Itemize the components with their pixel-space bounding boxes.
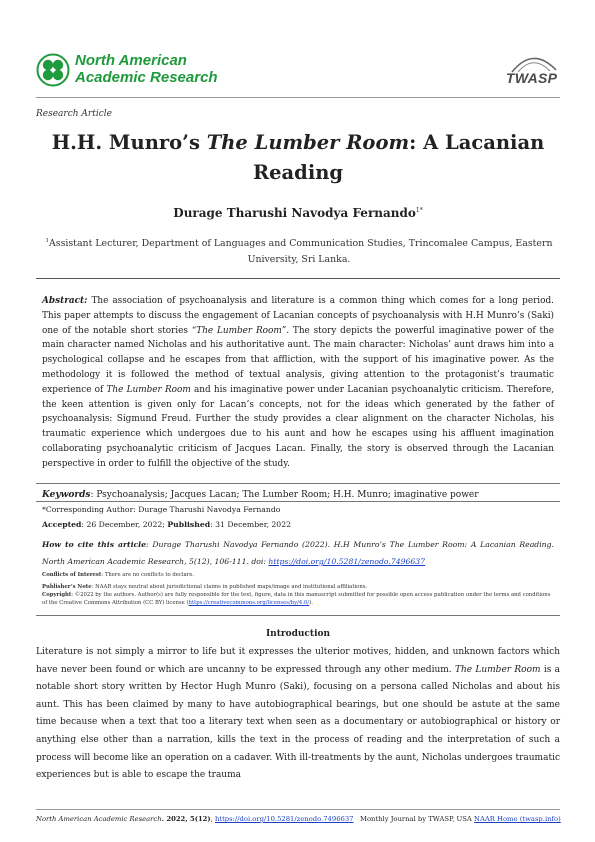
author-text: Durage Tharushi Navodya Fernando [173, 206, 416, 220]
copyright-text: : ©2022 by the authors. Author(s) are fully responsible for the text, figure, data in this manuscript submitted for possible open access publication under the terms and conditions of the Creative Commons Attribution (CC BY) license ( [42, 592, 551, 606]
conflicts [42, 571, 554, 579]
publisher-note-label: Publisher’s Note [42, 584, 92, 590]
conflicts-text: : There are no conflicts to declare. [101, 572, 195, 578]
title-part2: : A Lacanian Reading [252, 131, 545, 184]
journal-name-line2: Academic Research [75, 69, 218, 86]
conflicts-label: Conflicts of Interest [42, 572, 102, 578]
footer-home-link[interactable]: NAAR Home (twasp.info) [474, 815, 561, 823]
corresponding-author: *Corresponding Author: Durage Tharushi Navodya Fernando [42, 505, 281, 514]
footer-volume: . 2022, 5(12) [161, 815, 211, 823]
affiliation-text: Assistant Lecturer, Department of Languages and Communication Studies, Trincomalee Campus, Eastern University, Sri Lanka. [48, 238, 553, 266]
accepted-label: Accepted [42, 520, 82, 529]
divider [36, 278, 560, 279]
introduction-body [36, 644, 560, 785]
footer-publisher: Monthly Journal by TWASP, USA [360, 815, 472, 823]
abstract [42, 294, 554, 472]
abstract-text-3: and his imaginative power under Lacanian psychoanalytic criticism. Therefore, the keen attention is given only for Lacan’s concepts, not for the ideas which generated by the father of psychoanalysis: Sigmund Freud. Further the study provides a clear alignment on the character Nicholas, his traumatic experience which undergoes due to his aunt and how he escapes using his affluent imagination collaborating psychoanalytic criticism of Jacques Lacan. Finally, the story is observed through the Lacanian perspective in order to fulfill the objective of the study. [42, 384, 555, 469]
journal-logo-icon [36, 53, 70, 87]
title-italic: The Lumber Room [206, 131, 410, 154]
journal-name [75, 52, 218, 86]
page-footer: North American Academic Research. 2022, 5(12), https://doi.org/10.5281/zenodo.7496637 Monthly Journal by TWASP, USA NAAR Home (twasp.info) [36, 815, 561, 823]
affiliation-superscript: 1 [45, 238, 49, 244]
author-superscript: 1* [415, 207, 423, 214]
footer-journal: North American Academic Research [36, 815, 162, 823]
keywords [42, 490, 479, 500]
affiliation [40, 233, 558, 268]
cite-doi-link[interactable]: https://doi.org/10.5281/zenodo.7496637 [268, 557, 426, 566]
intro-italic: The Lumber Room [454, 664, 541, 675]
published-date: : 31 December, 2022 [210, 520, 291, 529]
journal-name-line1: North American [75, 52, 187, 69]
license-link[interactable]: https://creativecommons.org/licenses/by/4.0/ [188, 600, 310, 606]
intro-text-2: is a notable short story written by Hector Hugh Munro (Saki), focusing on a persona called Nicholas and about his aunt. This has been claimed by many to have autobiographical bearings, but one should be astute at the same time because when a text that too a literary text when seen as a documentary or autobiographical or history or anything else other than a narration, kills the text in the process of reading and the interpretation of such a process will become like an operation on a cadaver. With ill-treatments by the aunt, Nicholas undergoes traumatic experiences but is able to escape the trauma [36, 664, 560, 781]
footer-divider [36, 809, 560, 810]
twasp-logo-text: TWASP [506, 70, 558, 86]
dates [42, 519, 554, 531]
copyright-end: ). [309, 600, 313, 606]
published-label: Published [167, 520, 211, 529]
abstract-text-2: ”. The story depicts the powerful imaginative power of the main character named Nicholas and his authoritative aunt. The main character: Nicholas’ aunt draws him into a psychological collapse and he escapes from that affliction, with the support of his imaginative power. As the methodology it is followed the method of textual analysis, giving attention to the protagonist’s traumatic experience of [42, 325, 554, 395]
keywords-label: Keywords [42, 490, 91, 500]
publisher-note-text: : NAAR stays neutral about jurisdictional claims in published maps/image and institutional affiliations. [91, 584, 368, 590]
abstract-text-1: The association of psychoanalysis and literature is a common thing which comes for a long period. This paper attempts to discuss the engagement of Lacanian concepts of psychoanalysis with H.H Munro’s (Saki) one of the notable short stories “ [42, 296, 554, 336]
abstract-label: Abstract: [42, 296, 88, 306]
copyright-label: Copyright [42, 592, 72, 598]
intro-text-1: Literature is not simply a mirror to life but it expresses the ulterior motives, hidden, and unknown factors which have never been found or which are uncanny to be expressed through any other medium. [36, 647, 560, 675]
cite-label: How to cite this article [42, 540, 146, 549]
footer-doi-link[interactable]: https://doi.org/10.5281/zenodo.7496637 [214, 815, 354, 823]
keywords-text: : Psychoanalysis; Jacques Lacan; The Lumber Room; H.H. Munro; imaginative power [90, 490, 479, 500]
citation [42, 536, 554, 570]
copyright [42, 591, 552, 607]
header-divider [36, 97, 560, 98]
twasp-logo [504, 52, 562, 90]
abstract-italic-2: The Lumber Room [106, 384, 191, 395]
article-title [36, 128, 560, 188]
cite-text: : Durage Tharushi Navodya Fernando (2022). H.H Munro’s The Lumber Room: A Lacanian Reading. North American Academic Research, 5(12), 106-111. doi: [42, 540, 554, 566]
divider [36, 483, 560, 484]
accepted-date: : 26 December, 2022; [81, 520, 168, 529]
section-heading-introduction: Introduction [265, 629, 331, 639]
publisher-note [42, 583, 554, 591]
article-type: Research Article [36, 109, 112, 119]
author-name [36, 206, 560, 220]
abstract-italic-1: The Lumber Room [196, 325, 282, 336]
title-part1: H.H. Munro’s [51, 131, 207, 154]
